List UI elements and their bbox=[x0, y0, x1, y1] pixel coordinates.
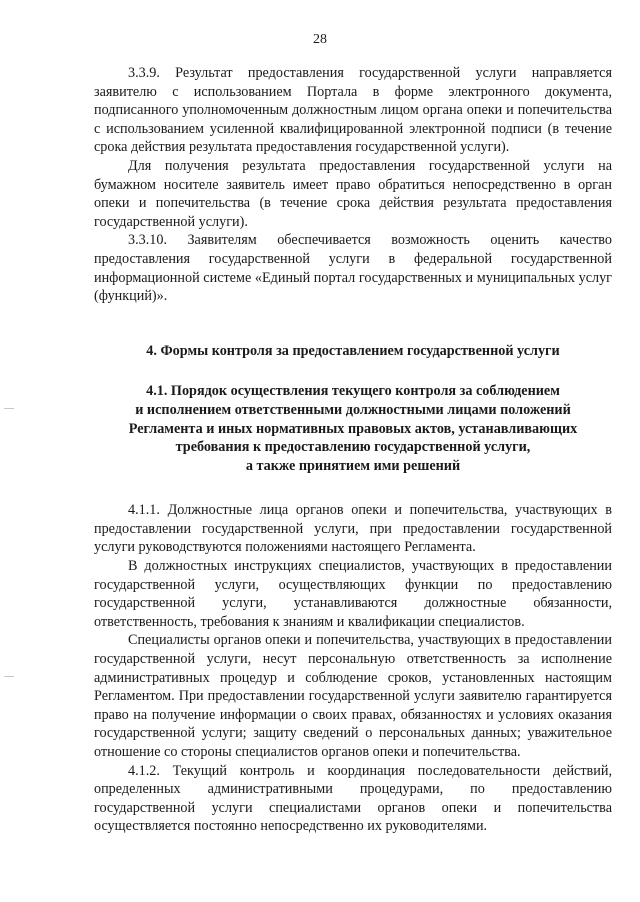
paragraph-4-1-2: 4.1.2. Текущий контроль и координация последовательности действий, определенных административными процедурами, по предоставлению государственной услуги специалистами органов опеки и попечительства осуществляется постоянно непосредственно их руководителями. bbox=[94, 762, 612, 835]
paragraph-job-instructions: В должностных инструкциях специалистов, участвующих в предоставлении государственной услуги, осуществляющих функции по предоставлению государственной услуги, устанавливаются должностные обязанности, ответственность, требования к знаниям и квалификации специалистов. bbox=[94, 558, 612, 630]
paragraph-specialists-responsibility: Специалисты органов опеки и попечительства, участвующих в предоставлении государственной услуги, несут персональную ответственность за исполнение административных процедур и соблюдение сроков, установленных настоящим Регламентом. При предоставлении государственной услуги заявителю гарантируется право на получение информации о своих правах, обязанностях и условиях оказания государственной услуги; защиту сведений о персональных данных; уважительное отношение со стороны специалистов органов опеки и попечительства. bbox=[94, 632, 612, 760]
subsection-heading bbox=[94, 382, 612, 475]
subsection-heading-line: Регламента и иных нормативных правовых актов, устанавливающих bbox=[128, 420, 578, 437]
subsection-heading-line: а также принятием ими решений bbox=[245, 457, 461, 474]
subsection-heading-line: требования к предоставлению государственной услуги, bbox=[175, 439, 531, 456]
section-heading: 4. Формы контроля за предоставлением государственной услуги bbox=[146, 342, 560, 359]
paragraph-3-3-9: 3.3.9. Результат предоставления государственной услуги направляется заявителю с использованием Портала в форме электронного документа, подписанного уполномоченным должностным лицом органа опеки и попечительства с использованием усиленной квалифицированной электронной подписи (в течение срока действия результата предоставления государственной услуги). bbox=[94, 65, 612, 156]
scan-margin-mark bbox=[4, 408, 14, 409]
paragraph-3-3-10: 3.3.10. Заявителям обеспечивается возможность оценить качество предоставления государственной услуги в федеральной государственной информационной системе «Единый портал государственных и муниципальных услуг (функций)». bbox=[94, 232, 612, 305]
subsection-heading-line: 4.1. Порядок осуществления текущего контроля за соблюдением bbox=[146, 383, 560, 400]
document-body bbox=[94, 64, 612, 836]
page-number: 28 bbox=[313, 32, 327, 47]
paragraph-paper-result: Для получения результата предоставления государственной услуги на бумажном носителе заявитель имеет право обратиться непосредственно в орган опеки и попечительства (в течение срока действия результата предоставления государственной услуги). bbox=[94, 157, 612, 230]
subsection-heading-line: и исполнением ответственными должностными лицами положений bbox=[135, 401, 571, 418]
paragraph-4-1-1: 4.1.1. Должностные лица органов опеки и попечительства, участвующих в предоставлении государственной услуги, при предоставлении государственной услуги руководствуются положениями настоящего Регламента. bbox=[94, 502, 612, 556]
scan-margin-mark bbox=[4, 676, 14, 677]
